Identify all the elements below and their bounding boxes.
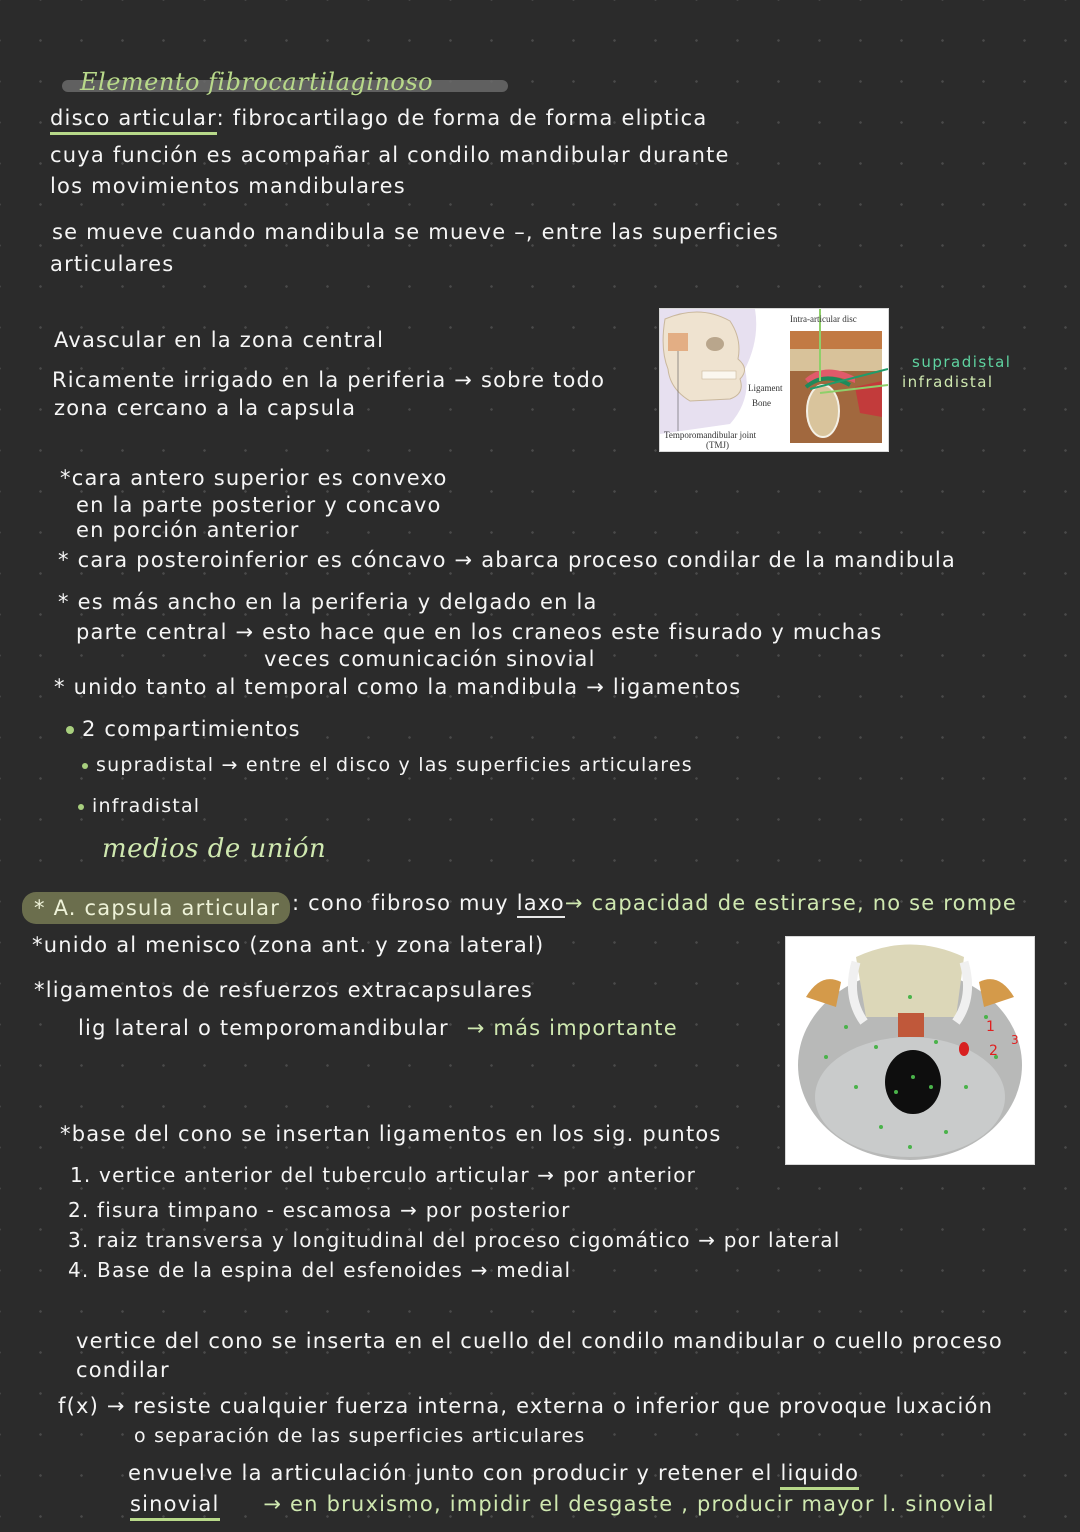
envelope-line1 (128, 1463, 859, 1484)
definition-text: : fibrocartilago de forma de forma eliptica (216, 106, 708, 130)
width-line3: veces comunicación sinovial (264, 647, 596, 671)
base-intro-line: *base del cono se insertan ligamentos en los sig. puntos (60, 1122, 722, 1146)
compartment-infradistal (78, 797, 200, 816)
movement-line1: se mueve cuando mandibula se mueve –, entre las superficies (52, 220, 779, 244)
width-line1: * es más ancho en la periferia y delgado en la (58, 590, 598, 614)
term-laxo: laxo (517, 891, 565, 918)
label-bone: Bone (752, 398, 771, 408)
skull-marker-2: 2 (989, 1043, 1000, 1059)
label-tmj-line1: Temporomandibular joint (664, 430, 757, 440)
label-tmj-line2: (TMJ) (706, 440, 729, 450)
irrigated-line2: zona cercano a la capsula (54, 396, 357, 420)
envelope-text: envuelve la articulación junto con producir y retener el (128, 1461, 781, 1485)
label-ligament: Ligament (748, 383, 783, 393)
width-line2: parte central → esto hace que en los craneos este fisurado y muchas (76, 620, 883, 644)
insertion-point-2: 2. fisura timpano - escamosa → por posterior (68, 1198, 571, 1222)
skull-base-image (785, 936, 1035, 1165)
capsule-desc-text: : cono fibroso muy (292, 891, 517, 915)
insertion-point-3: 3. raiz transversa y longitudinal del proceso cigomático → por lateral (68, 1228, 841, 1252)
capsule-highlight-pill: * A. capsula articular (22, 892, 290, 924)
skull-marker-1: 1 (986, 1019, 997, 1035)
avascular-line: Avascular en la zona central (54, 328, 385, 352)
function-line2: o separación de las superficies articulares (134, 1425, 586, 1447)
bullet-icon (78, 804, 84, 810)
insertion-point-4: 4. Base de la espina del esfenoides → medial (68, 1258, 572, 1282)
envelope-line2 (130, 1494, 995, 1515)
joined-line: * unido tanto al temporal como la mandibula → ligamentos (54, 675, 742, 699)
term-liquido: liquido (780, 1461, 859, 1490)
compartment-infra-text: infradistal (92, 795, 201, 817)
movement-line2: articulares (50, 252, 175, 276)
section-title-fibrocartilage: Elemento fibrocartilaginoso (80, 68, 434, 96)
annotation-infradistal: infradistal (902, 373, 994, 391)
vertex-line2: condilar (76, 1358, 170, 1382)
insertion-point-1: 1. vertice anterior del tuberculo articular → por anterior (70, 1163, 697, 1187)
disc-definition-line3: los movimientos mandibulares (50, 174, 406, 198)
face-anterosuperior-line1: *cara antero superior es convexo (60, 466, 448, 490)
disc-definition-line2: cuya función es acompañar al condilo mandibular durante (50, 143, 730, 167)
face-posteroinferior: * cara posteroinferior es cóncavo → abarca proceso condilar de la mandibula (58, 548, 956, 572)
face-anterosuperior-line2: en la parte posterior y concavo (76, 493, 442, 517)
lateral-ligament-note: → más importante (466, 1016, 678, 1040)
lateral-ligament-text: lig lateral o temporomandibular (78, 1016, 449, 1040)
term-disco-articular: disco articular (50, 106, 217, 135)
bullet-icon (66, 726, 74, 734)
capsule-description (292, 893, 1017, 914)
irrigated-line1: Ricamente irrigado en la periferia → sobre todo (52, 368, 606, 392)
disc-definition-line1 (50, 108, 707, 129)
compartment-supradistal (82, 756, 693, 775)
compartments-title (66, 719, 301, 740)
compartment-supra-text: supradistal → entre el disco y las superficies articulares (96, 754, 693, 776)
vertex-line1: vertice del cono se inserta en el cuello del condilo mandibular o cuello proceso (76, 1329, 1003, 1353)
section-title-medios-de-union: medios de unión (102, 834, 327, 864)
bullet-icon (82, 763, 88, 769)
bruxism-note: → en bruxismo, impidir el desgaste , producir mayor l. sinovial (263, 1492, 995, 1516)
lateral-ligament-line (78, 1018, 678, 1039)
capsule-desc-green: → capacidad de estirarse, no se rompe (564, 891, 1018, 915)
compartments-text: 2 compartimientos (82, 717, 301, 741)
meniscus-line: *unido al menisco (zona ant. y zona lateral) (32, 933, 545, 957)
reinforcement-line: *ligamentos de resfuerzos extracapsulares (34, 978, 534, 1002)
tmj-diagram-image (659, 308, 889, 452)
term-sinovial: sinovial (130, 1492, 220, 1521)
annotation-supradistal: supradistal (912, 353, 1012, 371)
function-line1: f(x) → resiste cualquier fuerza interna, externa o inferior que provoque luxación (58, 1394, 994, 1418)
label-intra-articular-disc: Intra-articular disc (790, 314, 857, 324)
face-anterosuperior-line3: en porción anterior (76, 518, 300, 542)
skull-marker-3: 3 (1011, 1033, 1021, 1047)
